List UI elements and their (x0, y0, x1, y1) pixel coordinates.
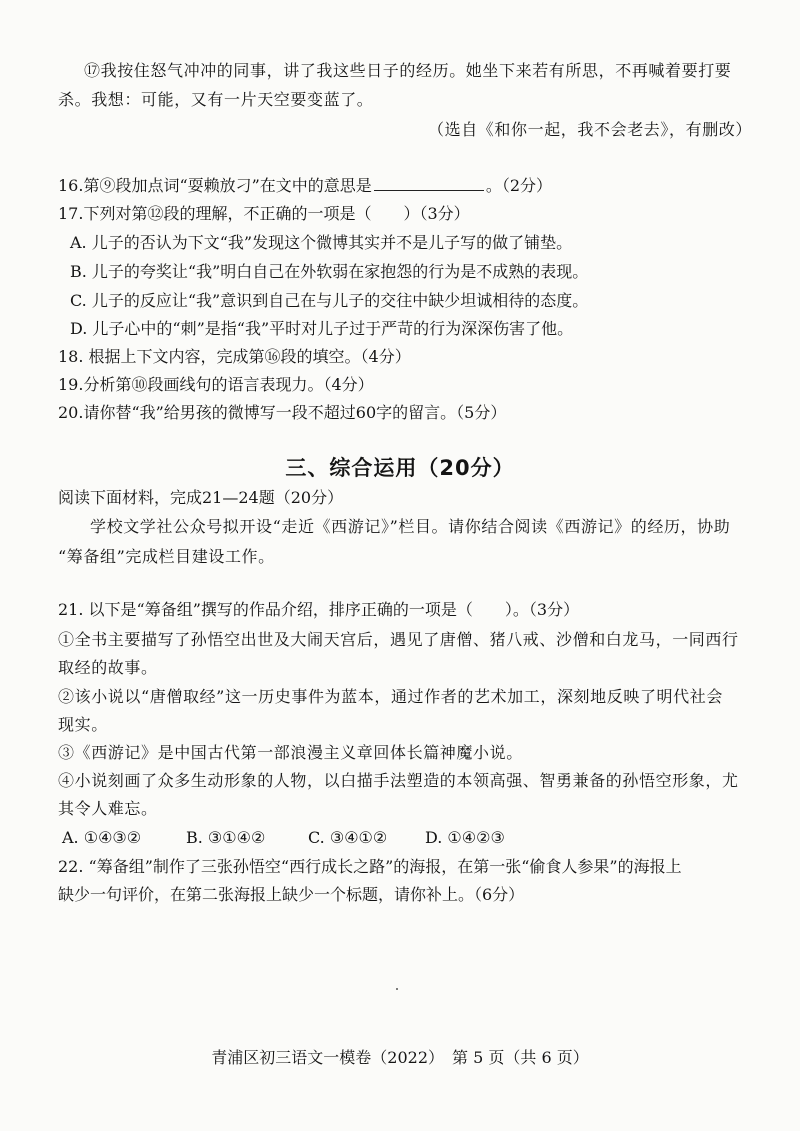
question-17-option-c: C. 儿子的反应让“我”意识到自己在与儿子的交往中缺少坦诚相待的态度。 (70, 291, 589, 310)
question-17-option-d: D. 儿子心中的“刺”是指“我”平时对儿子过于严苛的行为深深伤害了他。 (70, 319, 574, 338)
question-17-option-b: B. 儿子的夸奖让“我”明白自己在外软弱在家抱怨的行为是不成熟的表现。 (70, 262, 589, 281)
question-19: 19.分析第⑩段画线句的语言表现力。（4分） (58, 375, 374, 394)
question-21-option-b: B. ③①④② (186, 828, 266, 847)
passage-paragraph-17-line1: ⑰我按住怒气冲冲的同事，讲了我这些日子的经历。她坐下来若有所思，不再喊着要打要 (84, 61, 732, 80)
passage-paragraph-17-line2: 杀。我想：可能，又有一片天空要变蓝了。 (58, 90, 374, 109)
question-21-option-a: A. ①④③② (62, 828, 142, 847)
statement-3: ③《西游记》是中国古代第一部浪漫主义章回体长篇神魔小说。 (58, 743, 523, 762)
question-20: 20.请你替“我”给男孩的微博写一段不超过60字的留言。（5分） (58, 403, 507, 422)
question-17: 17.下列对第⑫段的理解，不正确的一项是（ ）（3分） (58, 204, 470, 223)
answer-blank[interactable] (374, 176, 484, 191)
question-16-score: 。（2分） (485, 176, 552, 195)
scan-speck (396, 988, 398, 990)
statement-1-line1: ①全书主要描写了孙悟空出世及大闹天宫后，遇见了唐僧、猪八戒、沙僧和白龙马，一同西行 (58, 630, 739, 649)
statement-4-line2: 其令人难忘。 (58, 799, 158, 818)
section-3-intro: 阅读下面材料，完成21—24题（20分） (58, 488, 344, 507)
material-line2: “筹备组”完成栏目建设工作。 (58, 547, 275, 566)
material-line1: 学校文学社公众号拟开设“走近《西游记》”栏目。请你结合阅读《西游记》的经历，协助 (90, 517, 731, 536)
question-17-option-a: A. 儿子的否认为下文“我”发现这个微博其实并不是儿子写的做了铺垫。 (70, 233, 573, 252)
question-16-text: 16.第⑨段加点词“耍赖放刁”在文中的意思是 (58, 176, 372, 195)
question-22-line1: 22. “筹备组”制作了三张孙悟空“西行成长之路”的海报，在第一张“偷食人参果”的海报上 (58, 857, 682, 876)
question-18: 18. 根据上下文内容，完成第⑯段的填空。（4分） (58, 347, 411, 366)
question-22-line2: 缺少一句评价，在第二张海报上缺少一个标题，请你补上。（6分） (58, 885, 525, 904)
statement-4-line1: ④小说刻画了众多生动形象的人物，以白描手法塑造的本领高强、智勇兼备的孙悟空形象，尤 (58, 771, 739, 790)
section-3-title: 三、综合运用（20分） (285, 456, 515, 480)
statement-2-line1: ②该小说以“唐僧取经”这一历史事件为蓝本，通过作者的艺术加工，深刻地反映了明代社会 (58, 687, 723, 706)
page-footer: 青浦区初三语文一模卷（2022） 第 5 页（共 6 页） (211, 1048, 589, 1067)
question-21: 21. 以下是“筹备组”撰写的作品介绍，排序正确的一项是（ ）。（3分） (58, 600, 580, 619)
question-21-option-d: D. ①④②③ (425, 828, 505, 847)
question-21-option-c: C. ③④①② (308, 828, 388, 847)
statement-2-line2: 现实。 (58, 715, 108, 734)
statement-1-line2: 取经的故事。 (58, 658, 158, 677)
passage-source: （选自《和你一起，我不会老去》，有删改） (428, 120, 753, 139)
question-16 (58, 175, 552, 197)
